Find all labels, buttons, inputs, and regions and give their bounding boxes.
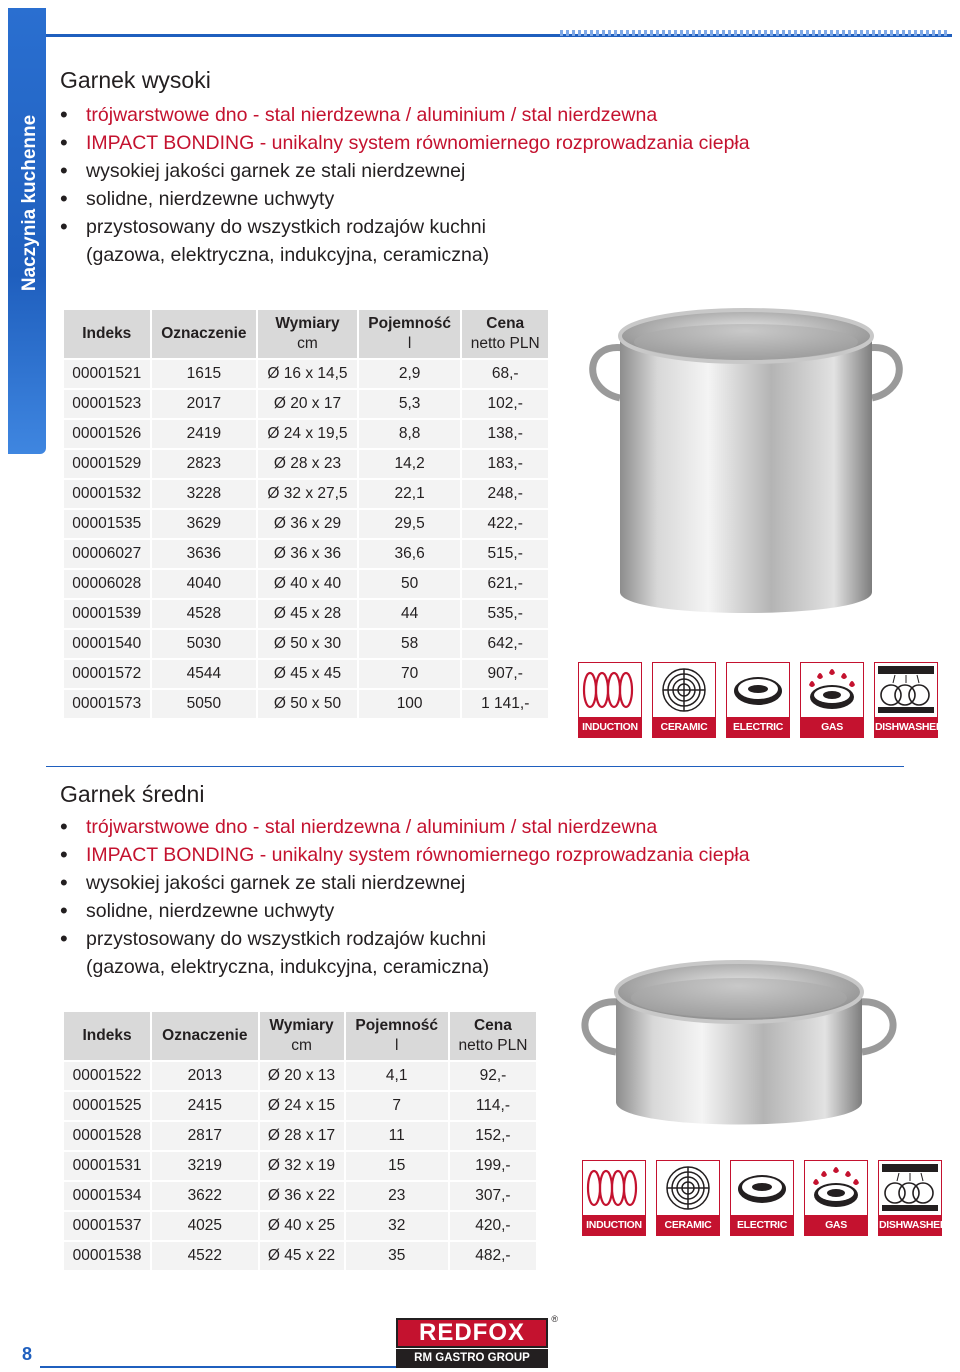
cooktop-label: GAS xyxy=(805,1215,867,1235)
induction-icon xyxy=(578,662,642,738)
column-header-unit: l xyxy=(407,335,412,352)
top-rule-dots xyxy=(560,30,950,36)
table-cell: Ø 28 x 17 xyxy=(260,1122,344,1150)
table-cell: 183,- xyxy=(462,450,548,478)
ceramic-pictogram xyxy=(653,663,715,717)
table-cell: Ø 32 x 27,5 xyxy=(258,480,357,508)
table-row xyxy=(64,450,548,478)
table-cell: 3622 xyxy=(152,1182,257,1210)
table-cell: 102,- xyxy=(462,390,548,418)
table-row xyxy=(64,360,548,388)
table-cell: Ø 20 x 17 xyxy=(258,390,357,418)
table-cell: 14,2 xyxy=(359,450,461,478)
table-cell: 4,1 xyxy=(346,1062,448,1090)
gas-icon xyxy=(804,1160,868,1236)
feature-item: (gazowa, elektryczna, indukcyjna, ceramiczna) xyxy=(86,956,490,978)
cooktop-label: GAS xyxy=(801,717,863,737)
column-header-label: Pojemność xyxy=(355,1017,439,1034)
column-header-label: Wymiary xyxy=(275,315,340,332)
table-cell: 3228 xyxy=(152,480,257,508)
table-row xyxy=(64,1212,536,1240)
cooktop-label: CERAMIC xyxy=(657,1215,719,1235)
table-row xyxy=(64,1062,536,1090)
table-cell: 2013 xyxy=(152,1062,257,1090)
table-cell: Ø 45 x 28 xyxy=(258,600,357,628)
section-divider xyxy=(46,766,904,767)
cooktop-label: ELECTRIC xyxy=(727,717,789,737)
column-header xyxy=(346,1012,448,1060)
cooktop-label: CERAMIC xyxy=(653,717,715,737)
table-cell: 535,- xyxy=(462,600,548,628)
feature-item: • trójwarstwowe dno - stal nierdzewna / aluminium / stal nierdzewna xyxy=(60,813,780,841)
table-cell: 00001535 xyxy=(64,510,150,538)
induction-pictogram xyxy=(579,663,641,717)
cooktop-label: DISHWASHER xyxy=(879,1215,941,1235)
electric-icon xyxy=(730,1160,794,1236)
table-cell: 2419 xyxy=(152,420,257,448)
table-row xyxy=(64,1242,536,1270)
table-cell: 100 xyxy=(359,690,461,718)
table-cell: 50 xyxy=(359,570,461,598)
dishwasher-icon xyxy=(874,662,944,738)
table-cell: 2,9 xyxy=(359,360,461,388)
table-cell: 199,- xyxy=(450,1152,536,1180)
table-row xyxy=(64,1182,536,1210)
table-cell: 4544 xyxy=(152,660,257,688)
brand-name: REDFOX xyxy=(396,1318,548,1348)
table-cell: 00001572 xyxy=(64,660,150,688)
gas-icon xyxy=(800,662,864,738)
table-cell: 70 xyxy=(359,660,461,688)
medium-pot-image xyxy=(566,942,912,1142)
induction-icon xyxy=(582,1160,646,1236)
table-cell: 4528 xyxy=(152,600,257,628)
table-cell: 5030 xyxy=(152,630,257,658)
table-cell: 22,1 xyxy=(359,480,461,508)
table-cell: 00001526 xyxy=(64,420,150,448)
table-cell: 92,- xyxy=(450,1062,536,1090)
table-cell: 00001539 xyxy=(64,600,150,628)
table-cell: 29,5 xyxy=(359,510,461,538)
table-cell: 35 xyxy=(346,1242,448,1270)
table-cell: 11 xyxy=(346,1122,448,1150)
table-cell: 00001540 xyxy=(64,630,150,658)
table-row xyxy=(64,480,548,508)
product-table xyxy=(62,1010,538,1272)
column-header-unit: l xyxy=(394,1037,399,1054)
brand-tagline: RM GASTRO GROUP xyxy=(396,1349,548,1368)
table-cell: Ø 32 x 19 xyxy=(260,1152,344,1180)
table-cell: Ø 28 x 23 xyxy=(258,450,357,478)
feature-item: • wysokiej jakości garnek ze stali nierdzewnej xyxy=(60,157,780,185)
table-row xyxy=(64,660,548,688)
electric-pictogram xyxy=(731,1161,793,1215)
cooktop-label: INDUCTION xyxy=(583,1215,645,1235)
side-tab xyxy=(8,8,46,454)
feature-item: • trójwarstwowe dno - stal nierdzewna / aluminium / stal nierdzewna xyxy=(60,101,780,129)
table-cell: Ø 24 x 19,5 xyxy=(258,420,357,448)
table-row xyxy=(64,1092,536,1120)
column-header-unit: cm xyxy=(297,335,318,352)
table-cell: 00001521 xyxy=(64,360,150,388)
feature-item: • solidne, nierdzewne uchwyty xyxy=(60,185,780,213)
table-cell: 248,- xyxy=(462,480,548,508)
table-cell: Ø 40 x 25 xyxy=(260,1212,344,1240)
table-cell: 138,- xyxy=(462,420,548,448)
feature-item: • IMPACT BONDING - unikalny system równomiernego rozprowadzania ciepła xyxy=(60,129,780,157)
table-cell: 44 xyxy=(359,600,461,628)
brand-registered-mark: ® xyxy=(551,1314,558,1324)
electric-pictogram xyxy=(727,663,789,717)
table-cell: 32 xyxy=(346,1212,448,1240)
table-cell: 482,- xyxy=(450,1242,536,1270)
table-cell: 642,- xyxy=(462,630,548,658)
table-cell: 4522 xyxy=(152,1242,257,1270)
table-row xyxy=(64,1152,536,1180)
ceramic-icon xyxy=(652,662,716,738)
cooktop-icons xyxy=(578,662,944,738)
column-header xyxy=(260,1012,344,1060)
table-cell: 58 xyxy=(359,630,461,658)
feature-item: • przystosowany do wszystkich rodzajów kuchni xyxy=(60,925,780,953)
feature-item: • przystosowany do wszystkich rodzajów kuchni xyxy=(60,213,780,241)
table-cell: 3629 xyxy=(152,510,257,538)
table-cell: 00001529 xyxy=(64,450,150,478)
table-cell: 8,8 xyxy=(359,420,461,448)
column-header xyxy=(64,1012,150,1060)
column-header-label: Wymiary xyxy=(269,1017,334,1034)
table-cell: 420,- xyxy=(450,1212,536,1240)
table-cell: 00001531 xyxy=(64,1152,150,1180)
column-header-label: Oznaczenie xyxy=(162,1027,248,1044)
cooktop-label: DISHWASHER xyxy=(875,717,937,737)
column-header-label: Indeks xyxy=(82,325,132,342)
table-cell: 00006028 xyxy=(64,570,150,598)
gas-pictogram xyxy=(801,663,863,717)
table-cell: 3219 xyxy=(152,1152,257,1180)
table-cell: 00001532 xyxy=(64,480,150,508)
table-cell: 152,- xyxy=(450,1122,536,1150)
table-cell: Ø 36 x 29 xyxy=(258,510,357,538)
table-cell: 00001528 xyxy=(64,1122,150,1150)
table-cell: 00001522 xyxy=(64,1062,150,1090)
feature-item: • solidne, nierdzewne uchwyty xyxy=(60,897,780,925)
table-row xyxy=(64,630,548,658)
column-header xyxy=(450,1012,536,1060)
table-cell: 5050 xyxy=(152,690,257,718)
table-cell: 00001538 xyxy=(64,1242,150,1270)
brand-logo xyxy=(396,1314,558,1368)
column-header xyxy=(258,310,357,358)
dishwasher-icon xyxy=(878,1160,948,1236)
table-cell: 23 xyxy=(346,1182,448,1210)
table-cell: 114,- xyxy=(450,1092,536,1120)
cooktop-label: ELECTRIC xyxy=(731,1215,793,1235)
column-header xyxy=(462,310,548,358)
column-header-unit: cm xyxy=(291,1037,312,1054)
table-cell: Ø 45 x 45 xyxy=(258,660,357,688)
table-row xyxy=(64,390,548,418)
table-cell: Ø 45 x 22 xyxy=(260,1242,344,1270)
table-cell: 907,- xyxy=(462,660,548,688)
feature-item: (gazowa, elektryczna, indukcyjna, ceramiczna) xyxy=(86,244,490,266)
table-cell: 307,- xyxy=(450,1182,536,1210)
table-cell: Ø 16 x 14,5 xyxy=(258,360,357,388)
column-header-label: Oznaczenie xyxy=(161,325,247,342)
table-row xyxy=(64,510,548,538)
table-row xyxy=(64,420,548,448)
column-header xyxy=(152,310,257,358)
table-row xyxy=(64,600,548,628)
table-row xyxy=(64,540,548,568)
table-cell: 00001534 xyxy=(64,1182,150,1210)
column-header-label: Indeks xyxy=(82,1027,132,1044)
table-cell: Ø 36 x 22 xyxy=(260,1182,344,1210)
page-number: 8 xyxy=(22,1344,33,1364)
column-header xyxy=(64,310,150,358)
table-cell: 00001523 xyxy=(64,390,150,418)
table-cell: 36,6 xyxy=(359,540,461,568)
feature-item: • IMPACT BONDING - unikalny system równomiernego rozprowadzania ciepła xyxy=(60,841,780,869)
dishwasher-pictogram xyxy=(879,1161,941,1215)
table-cell: 1 141,- xyxy=(462,690,548,718)
cooktop-icons xyxy=(582,1160,948,1236)
table-cell: Ø 50 x 50 xyxy=(258,690,357,718)
ceramic-pictogram xyxy=(657,1161,719,1215)
column-header xyxy=(152,1012,257,1060)
table-cell: 00006027 xyxy=(64,540,150,568)
table-cell: 15 xyxy=(346,1152,448,1180)
section-title: Garnek wysoki xyxy=(60,67,211,93)
column-header xyxy=(359,310,461,358)
table-cell: 515,- xyxy=(462,540,548,568)
table-cell: 2817 xyxy=(152,1122,257,1150)
table-cell: Ø 24 x 15 xyxy=(260,1092,344,1120)
table-cell: 1615 xyxy=(152,360,257,388)
table-cell: 3636 xyxy=(152,540,257,568)
dishwasher-pictogram xyxy=(875,663,937,717)
induction-pictogram xyxy=(583,1161,645,1215)
table-cell: Ø 20 x 13 xyxy=(260,1062,344,1090)
table-cell: 2017 xyxy=(152,390,257,418)
table-cell: 2415 xyxy=(152,1092,257,1120)
tall-pot-image xyxy=(576,302,916,632)
column-header-unit: netto PLN xyxy=(458,1037,528,1054)
table-row xyxy=(64,690,548,718)
table-cell: 00001573 xyxy=(64,690,150,718)
table-cell: 422,- xyxy=(462,510,548,538)
table-row xyxy=(64,570,548,598)
table-cell: Ø 50 x 30 xyxy=(258,630,357,658)
table-cell: Ø 40 x 40 xyxy=(258,570,357,598)
feature-list xyxy=(60,101,780,269)
side-tab-label: Naczynia kuchenne xyxy=(19,114,40,292)
table-cell: Ø 36 x 36 xyxy=(258,540,357,568)
column-header-label: Cena xyxy=(486,315,525,332)
column-header-label: Cena xyxy=(473,1017,512,1034)
table-cell: 4025 xyxy=(152,1212,257,1240)
table-cell: 5,3 xyxy=(359,390,461,418)
table-cell: 4040 xyxy=(152,570,257,598)
section-title: Garnek średni xyxy=(60,781,205,807)
column-header-unit: netto PLN xyxy=(470,335,540,352)
table-cell: 2823 xyxy=(152,450,257,478)
product-table xyxy=(62,308,550,720)
table-cell: 00001537 xyxy=(64,1212,150,1240)
table-row xyxy=(64,1122,536,1150)
ceramic-icon xyxy=(656,1160,720,1236)
gas-pictogram xyxy=(805,1161,867,1215)
cooktop-label: INDUCTION xyxy=(579,717,641,737)
table-cell: 68,- xyxy=(462,360,548,388)
table-cell: 00001525 xyxy=(64,1092,150,1120)
electric-icon xyxy=(726,662,790,738)
column-header-label: Pojemność xyxy=(368,315,451,332)
table-cell: 7 xyxy=(346,1092,448,1120)
feature-item: • wysokiej jakości garnek ze stali nierdzewnej xyxy=(60,869,780,897)
table-cell: 621,- xyxy=(462,570,548,598)
